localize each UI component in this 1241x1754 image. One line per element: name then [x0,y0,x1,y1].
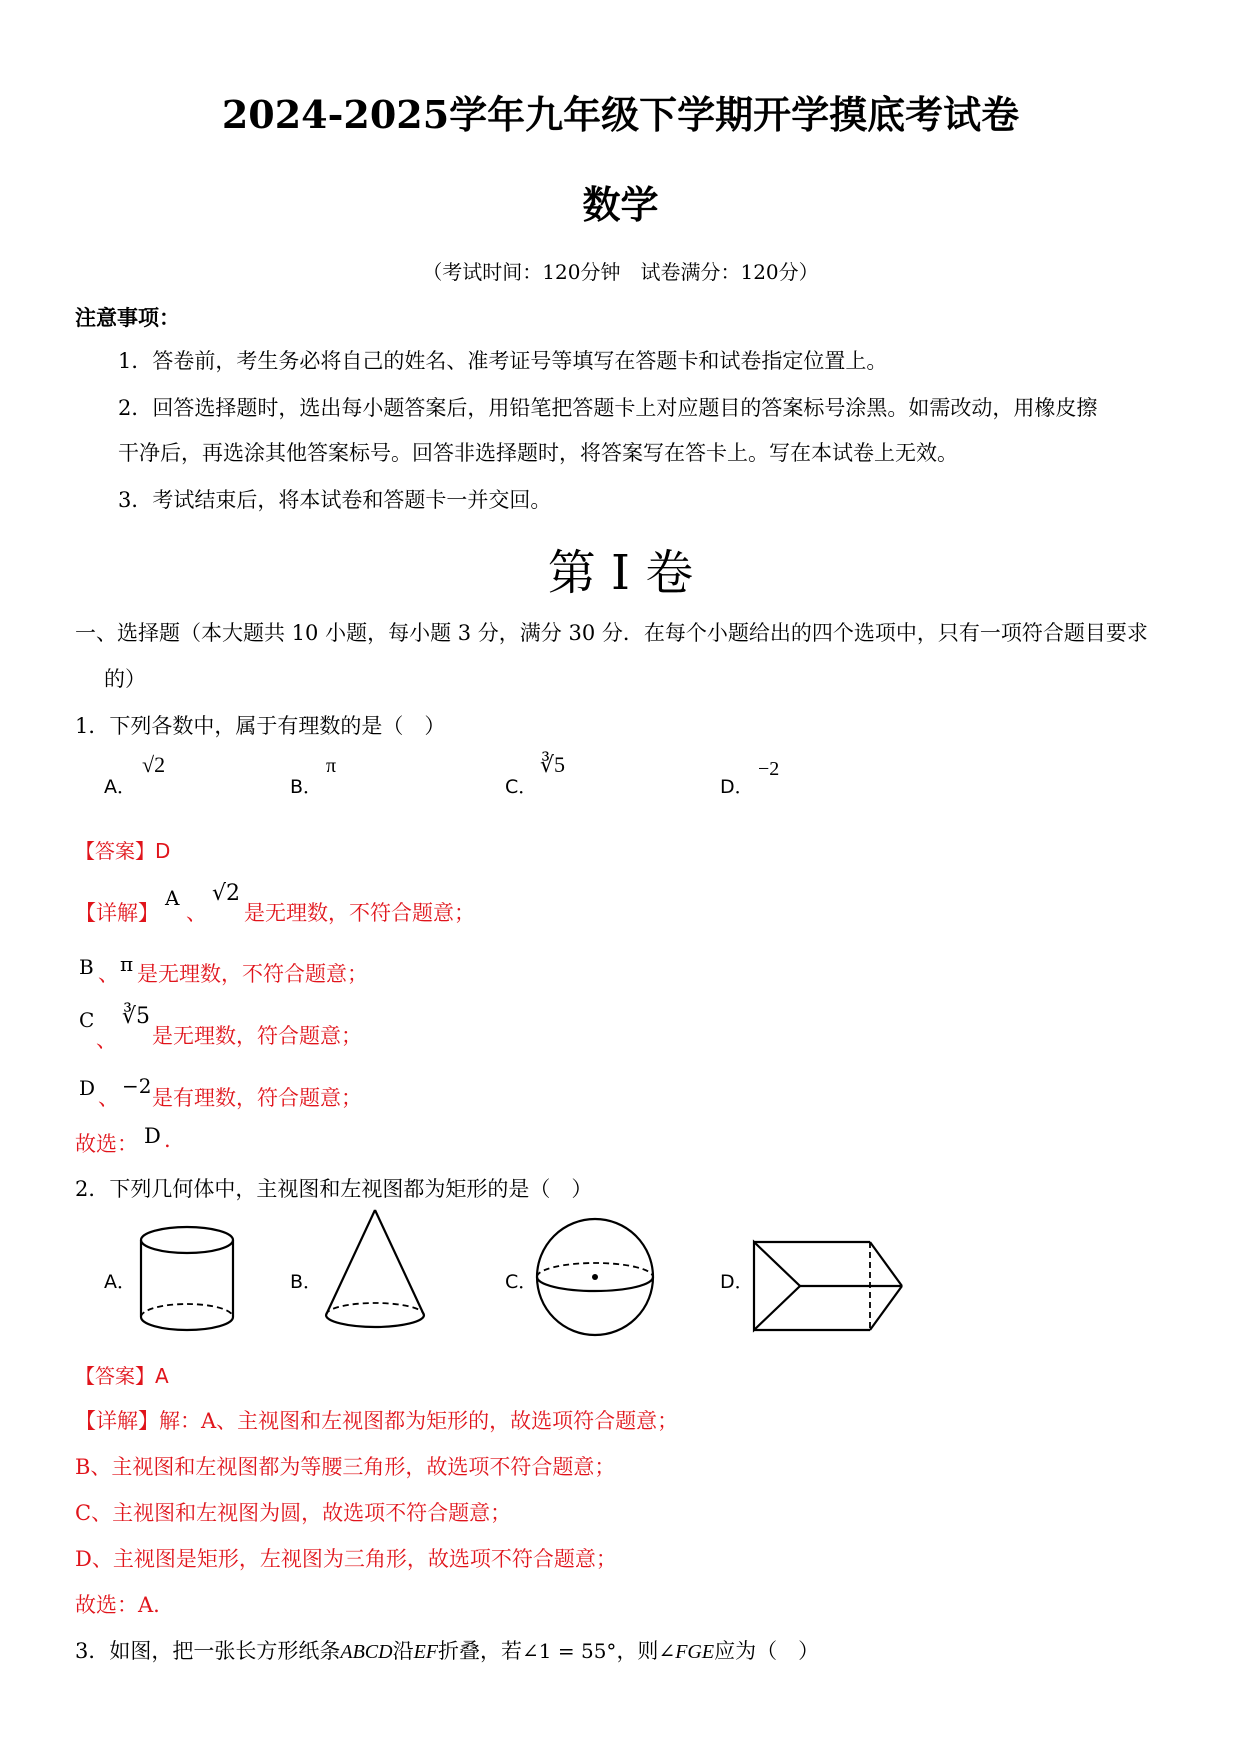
q1-conclusion-letter: D [144,1124,161,1148]
q1-detail-c-sep: 、 [96,1028,117,1052]
q2-answer: 【答案】A [75,1364,169,1388]
question-3-stem [75,1635,819,1665]
q3-stem-mid-2: 折叠，若 [438,1639,523,1663]
q3-stem-end: 应为（ ） [714,1639,820,1663]
q1-detail-d-letter: D [79,1076,96,1100]
q2-detail-2: B、主视图和左视图都为等腰三角形，故选项不符合题意； [75,1455,616,1479]
q1-detail-b-sep: 、 [98,962,119,986]
q1-detail-b-text: 是无理数，不符合题意； [137,962,368,986]
q2-detail-4: D、主视图是矩形，左视图为三角形，故选项不符合题意； [75,1547,617,1571]
q2-option-c-label: C． [505,1271,538,1293]
q2-detail-1: 【详解】解：A、主视图和左视图都为矩形的，故选项符合题意； [75,1409,679,1433]
cylinder-icon [138,1225,238,1335]
cone-icon [320,1207,430,1337]
q1-option-c [505,772,537,799]
option-label: B． [290,776,323,798]
q1-option-d-value: −2 [758,758,780,780]
q1-detail-c-letter: C [79,1008,95,1032]
q3-math-ef: EF [413,1641,439,1663]
question-2-stem: 2．下列几何体中，主视图和左视图都为矩形的是（ ） [75,1177,593,1201]
q3-stem-prefix: 3．如图，把一张长方形纸条 [75,1639,341,1663]
q2-detail-3: C、主视图和左视图为圆，故选项不符合题意； [75,1501,512,1525]
q1-option-d [720,772,754,799]
notice-item-2-line-2: 干净后，再选涂其他答案标号。回答非选择题时，将答案写在答卡上。写在本试卷上无效。 [118,441,958,465]
q1-detail-d-text: 是有理数，符合题意； [152,1086,362,1110]
subject-title: 数学 [582,182,659,227]
q2-option-d-label: D． [720,1271,754,1293]
q3-stem-mid-3: ，则 [616,1639,659,1663]
q1-option-a [104,772,136,799]
q1-option-a-value: √2 [142,752,166,777]
option-label: C． [505,776,538,798]
exam-info: （考试时间：120分钟 试卷满分：120分） [422,260,819,284]
q1-option-c-value: ∛5 [540,752,566,777]
triangular-prism-icon [752,1240,907,1335]
q1-option-b-value: π [326,755,337,777]
q1-detail-a-sep: 、 [186,901,207,925]
q1-detail-b-math: π [120,952,134,976]
q3-math-angle-fge: ∠FGE [658,1641,715,1663]
q1-detail-d-sep: 、 [98,1086,119,1110]
q1-detail-c-text: 是无理数，符合题意； [152,1024,362,1048]
q1-detail-a-letter: A [165,886,180,910]
exam-title: 2024-2025学年九年级下学期开学摸底考试卷 [221,92,1020,137]
notice-heading: 注意事项： [75,305,180,330]
q1-detail-a-math: √2 [212,881,241,906]
section-1-heading-cont: 的） [104,667,146,691]
q1-detail-d-math: −2 [122,1074,152,1098]
question-1-stem: 1．下列各数中，属于有理数的是（ ） [75,714,446,738]
q1-answer: 【答案】D [75,839,171,863]
q1-conclusion-end: . [164,1128,171,1152]
q3-math-angle-1: ∠1 = 55° [522,1639,617,1663]
q3-math-abcd: ABCD [340,1641,393,1663]
sphere-icon [535,1217,657,1339]
q1-conclusion: 故选： [75,1132,138,1156]
q2-option-a-label: A． [104,1271,136,1293]
q1-detail-b-letter: B [79,955,94,979]
q1-detail-c-math: ∛5 [122,1004,151,1029]
q1-detail-prefix: 【详解】 [75,901,159,925]
notice-item-3: 3．考试结束后，将本试卷和答题卡一并交回。 [118,488,552,512]
notice-item-1: 1．答卷前，考生务必将自己的姓名、准考证号等填写在答题卡和试卷指定位置上。 [118,349,888,373]
option-label: A． [104,776,136,798]
option-label: D． [720,776,754,798]
q2-conclusion: 故选：A. [75,1593,160,1617]
q2-option-b-label: B． [290,1271,323,1293]
q1-option-b [290,772,322,799]
section-1-heading: 一、选择题（本大题共 10 小题，每小题 3 分，满分 30 分．在每个小题给出的四个选项中，只有一项符合题目要求 [75,621,1148,645]
part-title: 第 I 卷 [547,545,694,601]
notice-item-2-line-1: 2．回答选择题时，选出每小题答案后，用铅笔把答题卡上对应题目的答案标号涂黑。如需改动，用橡皮擦 [118,396,1098,420]
q1-detail-a-text: 是无理数，不符合题意； [244,901,475,925]
q3-stem-mid-1: 沿 [392,1639,414,1663]
